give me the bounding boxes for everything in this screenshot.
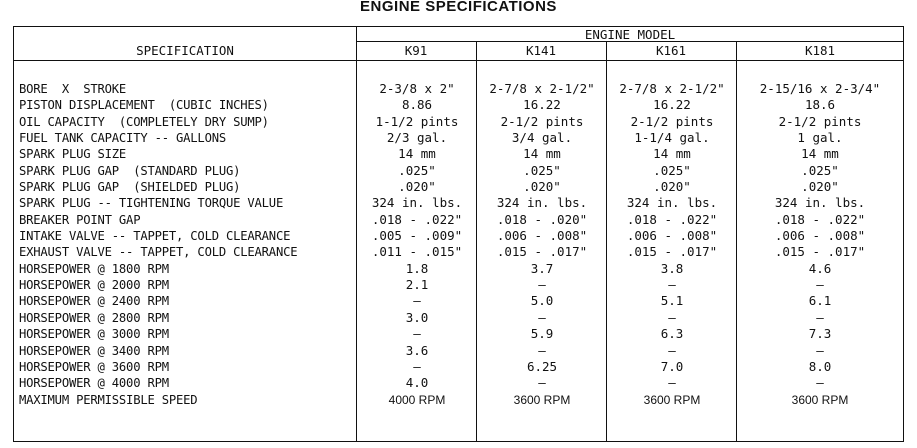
spec-value: 6.3 [660, 326, 684, 342]
spec-label: HORSEPOWER @ 4000 RPM [19, 376, 169, 391]
spec-value: 4.0 [405, 375, 429, 391]
spec-value: .025" [398, 162, 436, 178]
k91-values-column [358, 81, 476, 408]
spec-value: 2-3/8 x 2" [379, 81, 455, 96]
spec-value: — [668, 309, 676, 325]
spec-value: 324 in. lbs. [496, 195, 588, 211]
spec-value: — [413, 358, 421, 374]
spec-label: PISTON DISPLACEMENT (CUBIC INCHES) [19, 98, 269, 113]
spec-label: INTAKE VALVE -- TAPPET, COLD CLEARANCE [19, 229, 291, 244]
spec-value: 5.1 [660, 293, 684, 309]
k181-values-column [738, 81, 902, 408]
k161-values-column [608, 81, 736, 408]
column-divider [736, 41, 737, 441]
spec-value: .005 - .009" [371, 228, 463, 244]
spec-value: — [816, 277, 824, 293]
spec-value: .018 - .020" [496, 211, 588, 227]
column-divider [606, 41, 607, 441]
spec-value: 3.7 [530, 260, 554, 276]
spec-value: .015 - .017" [626, 244, 718, 260]
spec-value: 1.8 [405, 260, 429, 276]
spec-value: 2-15/16 x 2-3/4" [759, 81, 881, 96]
spec-value: — [538, 375, 546, 391]
spec-value: 324 in. lbs. [371, 195, 463, 211]
spec-value: 1 gal. [797, 130, 843, 146]
spec-value: 3.0 [405, 309, 429, 325]
spec-value: 2-1/2 pints [500, 113, 584, 129]
spec-value: — [538, 342, 546, 358]
spec-label: HORSEPOWER @ 2400 RPM [19, 294, 169, 309]
spec-value: — [668, 277, 676, 293]
spec-value: 3600 RPM [513, 392, 571, 407]
header-divider [14, 60, 903, 61]
spec-label: BREAKER POINT GAP [19, 212, 141, 227]
spec-label: SPARK PLUG GAP (SHIELDED PLUG) [19, 180, 241, 195]
spec-value: .020" [398, 179, 436, 195]
spec-labels-column [19, 81, 297, 408]
spec-label: HORSEPOWER @ 2800 RPM [19, 310, 169, 325]
spec-value: .006 - .008" [626, 228, 718, 244]
spec-value: — [816, 309, 824, 325]
spec-value: 8.0 [808, 358, 832, 374]
spec-value: 14 mm [398, 146, 436, 162]
spec-value: 6.25 [526, 358, 558, 374]
spec-value: 14 mm [523, 146, 561, 162]
spec-value: 3/4 gal. [511, 130, 573, 146]
spec-value: 1-1/4 gal. [634, 130, 710, 146]
spec-value: 16.22 [653, 97, 691, 113]
spec-label: SPARK PLUG SIZE [19, 147, 127, 162]
spec-value: 3600 RPM [791, 392, 849, 407]
spec-value: 2-1/2 pints [778, 113, 862, 129]
spec-value: .025" [801, 162, 839, 178]
spec-table [13, 26, 904, 442]
spec-value: 6.1 [808, 293, 832, 309]
spec-value: — [413, 293, 421, 309]
spec-value: .025" [523, 162, 561, 178]
spec-value: 8.86 [401, 97, 433, 113]
model-header-k91: K91 [404, 43, 428, 58]
specification-header: SPECIFICATION [136, 43, 234, 58]
spec-value: — [668, 375, 676, 391]
spec-value: — [816, 342, 824, 358]
model-header-k181: K181 [804, 43, 836, 58]
spec-value: 7.3 [808, 326, 832, 342]
spec-value: — [413, 326, 421, 342]
spec-value: 7.0 [660, 358, 684, 374]
spec-label: BORE X STROKE [19, 82, 127, 96]
spec-value: .018 - .022" [774, 211, 866, 227]
spec-label: HORSEPOWER @ 1800 RPM [19, 261, 169, 276]
spec-value: 324 in. lbs. [774, 195, 866, 211]
spec-label: HORSEPOWER @ 3400 RPM [19, 343, 169, 358]
spec-label: SPARK PLUG -- TIGHTENING TORQUE VALUE [19, 196, 284, 211]
spec-label: EXHAUST VALVE -- TAPPET, COLD CLEARANCE [19, 245, 298, 260]
spec-label: HORSEPOWER @ 3600 RPM [19, 359, 169, 374]
spec-value: 1-1/2 pints [375, 113, 459, 129]
spec-value: 5.0 [530, 293, 554, 309]
spec-value: 2.1 [405, 277, 429, 293]
spec-value: 2-1/2 pints [630, 113, 714, 129]
spec-label: MAXIMUM PERMISSIBLE SPEED [19, 392, 198, 407]
spec-value: .018 - .022" [371, 211, 463, 227]
spec-value: 3.6 [405, 342, 429, 358]
page-title: ENGINE SPECIFICATIONS [360, 0, 557, 15]
spec-value: 5.9 [530, 326, 554, 342]
spec-label: HORSEPOWER @ 2000 RPM [19, 278, 169, 293]
spec-value: 2-7/8 x 2-1/2" [619, 81, 725, 96]
spec-label: OIL CAPACITY (COMPLETELY DRY SUMP) [19, 114, 269, 129]
spec-value: 324 in. lbs. [626, 195, 718, 211]
spec-value: 3600 RPM [643, 392, 701, 407]
spec-value: 16.22 [523, 97, 561, 113]
model-header-k141: K141 [525, 43, 557, 58]
spec-value: — [538, 309, 546, 325]
spec-value: — [816, 375, 824, 391]
model-header-k161: K161 [655, 43, 687, 58]
spec-value: .025" [653, 162, 691, 178]
spec-value: 14 mm [801, 146, 839, 162]
spec-label: SPARK PLUG GAP (STANDARD PLUG) [19, 163, 241, 178]
spec-value: 14 mm [653, 146, 691, 162]
spec-value: 4000 RPM [388, 392, 446, 407]
spec-value: .011 - .015" [371, 244, 463, 260]
spec-value: .006 - .008" [774, 228, 866, 244]
spec-value: .018 - .022" [626, 211, 718, 227]
spec-value: .020" [801, 179, 839, 195]
spec-value: .020" [653, 179, 691, 195]
spec-value: 2/3 gal. [386, 130, 448, 146]
engine-model-header: ENGINE MODEL [584, 27, 676, 42]
k141-values-column [478, 81, 606, 408]
spec-value: 2-7/8 x 2-1/2" [489, 81, 595, 96]
spec-value: 3.8 [660, 260, 684, 276]
column-divider [356, 27, 357, 441]
spec-value: 4.6 [808, 260, 832, 276]
spec-value: .020" [523, 179, 561, 195]
spec-value: .015 - .017" [774, 244, 866, 260]
spec-value: — [538, 277, 546, 293]
spec-value: .015 - .017" [496, 244, 588, 260]
spec-label: FUEL TANK CAPACITY -- GALLONS [19, 131, 226, 146]
spec-value: .006 - .008" [496, 228, 588, 244]
spec-label: HORSEPOWER @ 3000 RPM [19, 327, 169, 342]
column-divider [476, 41, 477, 441]
spec-value: — [668, 342, 676, 358]
spec-value: 18.6 [804, 97, 836, 113]
